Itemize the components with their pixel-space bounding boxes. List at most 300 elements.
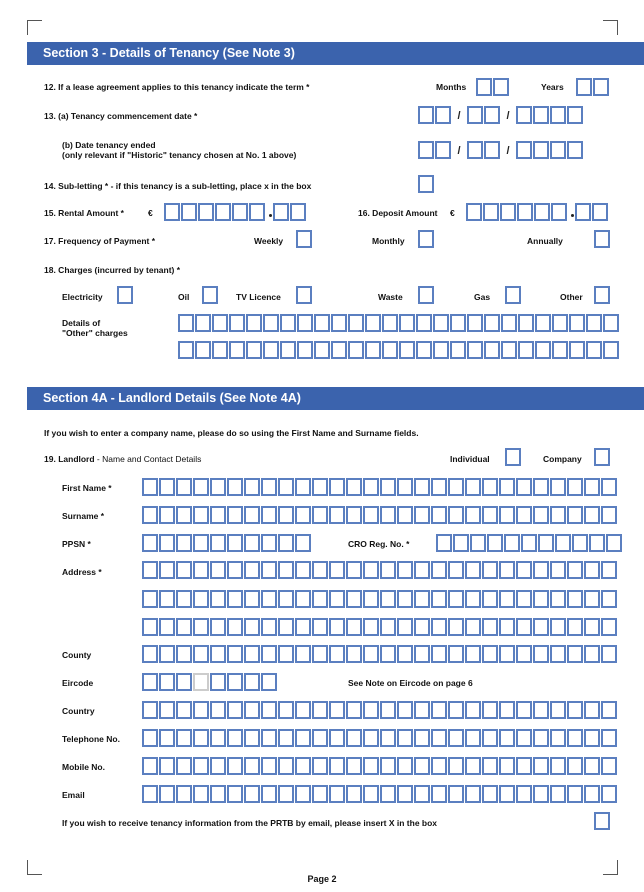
- char-box[interactable]: [567, 478, 583, 496]
- char-box[interactable]: [435, 141, 451, 159]
- char-box[interactable]: [198, 203, 214, 221]
- char-box[interactable]: [261, 673, 277, 691]
- char-box[interactable]: [346, 645, 362, 663]
- char-box[interactable]: [312, 478, 328, 496]
- char-box[interactable]: [212, 341, 228, 359]
- char-box[interactable]: [278, 561, 294, 579]
- char-box[interactable]: [261, 561, 277, 579]
- char-box[interactable]: [533, 478, 549, 496]
- char-box[interactable]: [567, 701, 583, 719]
- char-box[interactable]: [448, 729, 464, 747]
- char-box[interactable]: [244, 506, 260, 524]
- char-box[interactable]: [346, 757, 362, 775]
- char-box[interactable]: [533, 618, 549, 636]
- char-box[interactable]: [244, 729, 260, 747]
- char-box[interactable]: [533, 590, 549, 608]
- char-box[interactable]: [414, 785, 430, 803]
- char-box[interactable]: [533, 785, 549, 803]
- char-box[interactable]: [202, 286, 218, 304]
- char-box[interactable]: [244, 757, 260, 775]
- char-box[interactable]: [601, 618, 617, 636]
- other-charges-line-2[interactable]: [178, 341, 620, 359]
- char-box[interactable]: [229, 341, 245, 359]
- char-box[interactable]: [431, 645, 447, 663]
- char-box[interactable]: [538, 534, 554, 552]
- char-box[interactable]: [431, 618, 447, 636]
- char-box[interactable]: [297, 341, 313, 359]
- char-box[interactable]: [176, 673, 192, 691]
- char-box[interactable]: [399, 314, 415, 332]
- char-box[interactable]: [176, 534, 192, 552]
- char-box[interactable]: [567, 785, 583, 803]
- char-box[interactable]: [516, 618, 532, 636]
- char-box[interactable]: [280, 341, 296, 359]
- char-box[interactable]: [576, 78, 592, 96]
- char-box[interactable]: [414, 618, 430, 636]
- char-box[interactable]: [484, 141, 500, 159]
- char-box[interactable]: [176, 701, 192, 719]
- char-box[interactable]: [159, 534, 175, 552]
- char-box[interactable]: [380, 701, 396, 719]
- char-box[interactable]: [312, 506, 328, 524]
- char-box[interactable]: [448, 478, 464, 496]
- char-box[interactable]: [416, 314, 432, 332]
- char-box[interactable]: [329, 645, 345, 663]
- char-box[interactable]: [399, 341, 415, 359]
- char-box[interactable]: [555, 534, 571, 552]
- char-box[interactable]: [482, 757, 498, 775]
- char-box[interactable]: [418, 286, 434, 304]
- char-box[interactable]: [193, 590, 209, 608]
- char-box[interactable]: [142, 673, 158, 691]
- char-box[interactable]: [117, 286, 133, 304]
- char-box[interactable]: [227, 673, 243, 691]
- char-box[interactable]: [331, 314, 347, 332]
- char-box[interactable]: [397, 478, 413, 496]
- char-box[interactable]: [533, 701, 549, 719]
- char-box[interactable]: [312, 618, 328, 636]
- char-box[interactable]: [210, 729, 226, 747]
- char-box[interactable]: [550, 729, 566, 747]
- char-box[interactable]: [278, 645, 294, 663]
- char-box[interactable]: [246, 341, 262, 359]
- char-box[interactable]: [552, 341, 568, 359]
- char-box[interactable]: [210, 478, 226, 496]
- char-box[interactable]: [210, 701, 226, 719]
- char-box[interactable]: [261, 590, 277, 608]
- char-box[interactable]: [431, 506, 447, 524]
- char-box[interactable]: [435, 106, 451, 124]
- other-charges-line-1[interactable]: [178, 314, 620, 332]
- char-box[interactable]: [261, 701, 277, 719]
- char-box[interactable]: [535, 314, 551, 332]
- char-box[interactable]: [380, 618, 396, 636]
- char-box[interactable]: [295, 618, 311, 636]
- char-box[interactable]: [164, 203, 180, 221]
- char-box[interactable]: [295, 785, 311, 803]
- char-box[interactable]: [142, 590, 158, 608]
- char-box[interactable]: [586, 341, 602, 359]
- other-checkbox[interactable]: [594, 286, 611, 304]
- char-box[interactable]: [312, 729, 328, 747]
- char-box[interactable]: [159, 478, 175, 496]
- char-box[interactable]: [448, 645, 464, 663]
- char-box[interactable]: [193, 645, 209, 663]
- char-box[interactable]: [329, 729, 345, 747]
- char-box[interactable]: [431, 478, 447, 496]
- char-box[interactable]: [467, 106, 483, 124]
- char-box[interactable]: [448, 757, 464, 775]
- char-box[interactable]: [312, 757, 328, 775]
- char-box[interactable]: [567, 561, 583, 579]
- char-box[interactable]: [278, 506, 294, 524]
- char-box[interactable]: [263, 314, 279, 332]
- char-box[interactable]: [499, 757, 515, 775]
- char-box[interactable]: [414, 645, 430, 663]
- char-box[interactable]: [261, 478, 277, 496]
- char-box[interactable]: [346, 561, 362, 579]
- char-box[interactable]: [363, 618, 379, 636]
- char-box[interactable]: [397, 701, 413, 719]
- char-box[interactable]: [346, 590, 362, 608]
- char-box[interactable]: [193, 478, 209, 496]
- char-box[interactable]: [210, 506, 226, 524]
- char-box[interactable]: [363, 701, 379, 719]
- waste-checkbox[interactable]: [418, 286, 435, 304]
- char-box[interactable]: [569, 314, 585, 332]
- char-box[interactable]: [594, 230, 610, 248]
- char-box[interactable]: [567, 757, 583, 775]
- char-box[interactable]: [601, 785, 617, 803]
- char-box[interactable]: [193, 757, 209, 775]
- char-box[interactable]: [363, 561, 379, 579]
- address-line-3[interactable]: [142, 618, 618, 636]
- char-box[interactable]: [246, 314, 262, 332]
- char-box[interactable]: [504, 534, 520, 552]
- char-box[interactable]: [397, 561, 413, 579]
- char-box[interactable]: [142, 729, 158, 747]
- char-box[interactable]: [499, 618, 515, 636]
- char-box[interactable]: [176, 645, 192, 663]
- char-box[interactable]: [193, 785, 209, 803]
- char-box[interactable]: [193, 701, 209, 719]
- char-box[interactable]: [518, 341, 534, 359]
- char-box[interactable]: [476, 78, 492, 96]
- email-boxes[interactable]: [142, 785, 618, 803]
- char-box[interactable]: [516, 785, 532, 803]
- char-box[interactable]: [244, 561, 260, 579]
- char-box[interactable]: [380, 645, 396, 663]
- char-box[interactable]: [601, 561, 617, 579]
- char-box[interactable]: [229, 314, 245, 332]
- char-box[interactable]: [431, 590, 447, 608]
- char-box[interactable]: [210, 561, 226, 579]
- char-box[interactable]: [261, 534, 277, 552]
- char-box[interactable]: [244, 618, 260, 636]
- char-box[interactable]: [414, 478, 430, 496]
- char-box[interactable]: [448, 590, 464, 608]
- char-box[interactable]: [278, 618, 294, 636]
- char-box[interactable]: [363, 506, 379, 524]
- char-box[interactable]: [397, 757, 413, 775]
- char-box[interactable]: [465, 785, 481, 803]
- char-box[interactable]: [142, 757, 158, 775]
- char-box[interactable]: [261, 618, 277, 636]
- char-box[interactable]: [142, 478, 158, 496]
- char-box[interactable]: [244, 478, 260, 496]
- char-box[interactable]: [534, 203, 550, 221]
- char-box[interactable]: [535, 341, 551, 359]
- char-box[interactable]: [278, 478, 294, 496]
- char-box[interactable]: [483, 203, 499, 221]
- char-box[interactable]: [380, 757, 396, 775]
- char-box[interactable]: [159, 645, 175, 663]
- char-box[interactable]: [584, 478, 600, 496]
- char-box[interactable]: [467, 314, 483, 332]
- char-box[interactable]: [552, 314, 568, 332]
- char-box[interactable]: [516, 757, 532, 775]
- char-box[interactable]: [142, 506, 158, 524]
- char-box[interactable]: [195, 314, 211, 332]
- char-box[interactable]: [465, 506, 481, 524]
- char-box[interactable]: [290, 203, 306, 221]
- char-box[interactable]: [329, 590, 345, 608]
- char-box[interactable]: [499, 561, 515, 579]
- char-box[interactable]: [244, 534, 260, 552]
- char-box[interactable]: [482, 590, 498, 608]
- char-box[interactable]: [159, 785, 175, 803]
- char-box[interactable]: [465, 478, 481, 496]
- char-box[interactable]: [418, 230, 434, 248]
- char-box[interactable]: [516, 561, 532, 579]
- char-box[interactable]: [312, 701, 328, 719]
- char-box[interactable]: [295, 506, 311, 524]
- char-box[interactable]: [176, 757, 192, 775]
- char-box[interactable]: [533, 729, 549, 747]
- char-box[interactable]: [575, 203, 591, 221]
- char-box[interactable]: [346, 506, 362, 524]
- char-box[interactable]: [584, 785, 600, 803]
- char-box[interactable]: [193, 729, 209, 747]
- char-box[interactable]: [176, 561, 192, 579]
- char-box[interactable]: [365, 314, 381, 332]
- char-box[interactable]: [346, 729, 362, 747]
- char-box[interactable]: [501, 341, 517, 359]
- char-box[interactable]: [550, 701, 566, 719]
- char-box[interactable]: [584, 701, 600, 719]
- char-box[interactable]: [142, 645, 158, 663]
- char-box[interactable]: [159, 729, 175, 747]
- char-box[interactable]: [176, 729, 192, 747]
- char-box[interactable]: [261, 645, 277, 663]
- char-box[interactable]: [195, 341, 211, 359]
- char-box[interactable]: [382, 314, 398, 332]
- char-box[interactable]: [176, 618, 192, 636]
- char-box[interactable]: [159, 506, 175, 524]
- char-box[interactable]: [261, 757, 277, 775]
- char-box[interactable]: [142, 561, 158, 579]
- char-box[interactable]: [329, 561, 345, 579]
- char-box[interactable]: [261, 506, 277, 524]
- char-box[interactable]: [499, 506, 515, 524]
- char-box[interactable]: [499, 478, 515, 496]
- char-box[interactable]: [346, 701, 362, 719]
- char-box[interactable]: [295, 645, 311, 663]
- char-box[interactable]: [215, 203, 231, 221]
- char-box[interactable]: [505, 286, 521, 304]
- char-box[interactable]: [533, 141, 549, 159]
- char-box[interactable]: [594, 448, 610, 466]
- char-box[interactable]: [448, 506, 464, 524]
- char-box[interactable]: [594, 286, 610, 304]
- char-box[interactable]: [533, 645, 549, 663]
- char-box[interactable]: [533, 757, 549, 775]
- char-box[interactable]: [433, 314, 449, 332]
- char-box[interactable]: [314, 341, 330, 359]
- char-box[interactable]: [159, 757, 175, 775]
- char-box[interactable]: [499, 645, 515, 663]
- char-box[interactable]: [500, 203, 516, 221]
- char-box[interactable]: [227, 645, 243, 663]
- char-box[interactable]: [518, 314, 534, 332]
- gas-checkbox[interactable]: [505, 286, 522, 304]
- char-box[interactable]: [227, 534, 243, 552]
- char-box[interactable]: [159, 561, 175, 579]
- char-box[interactable]: [467, 341, 483, 359]
- char-box[interactable]: [159, 701, 175, 719]
- char-box[interactable]: [227, 506, 243, 524]
- individual-checkbox[interactable]: [505, 448, 522, 466]
- annually-checkbox[interactable]: [594, 230, 611, 248]
- char-box[interactable]: [414, 590, 430, 608]
- char-box[interactable]: [601, 645, 617, 663]
- char-box[interactable]: [448, 561, 464, 579]
- char-box[interactable]: [584, 590, 600, 608]
- char-box[interactable]: [295, 534, 311, 552]
- char-box[interactable]: [433, 341, 449, 359]
- char-box[interactable]: [314, 314, 330, 332]
- char-box[interactable]: [436, 534, 452, 552]
- char-box[interactable]: [567, 106, 583, 124]
- char-box[interactable]: [278, 757, 294, 775]
- char-box[interactable]: [448, 785, 464, 803]
- char-box[interactable]: [227, 478, 243, 496]
- eircode-boxes[interactable]: [142, 673, 278, 691]
- char-box[interactable]: [244, 785, 260, 803]
- char-box[interactable]: [295, 757, 311, 775]
- char-box[interactable]: [482, 478, 498, 496]
- char-box[interactable]: [363, 645, 379, 663]
- char-box[interactable]: [159, 673, 175, 691]
- char-box[interactable]: [601, 506, 617, 524]
- char-box[interactable]: [210, 534, 226, 552]
- char-box[interactable]: [329, 701, 345, 719]
- char-box[interactable]: [533, 506, 549, 524]
- char-box[interactable]: [453, 534, 469, 552]
- char-box[interactable]: [516, 729, 532, 747]
- char-box[interactable]: [346, 785, 362, 803]
- char-box[interactable]: [533, 106, 549, 124]
- ppsn-boxes[interactable]: [142, 534, 312, 552]
- char-box[interactable]: [295, 701, 311, 719]
- char-box[interactable]: [601, 478, 617, 496]
- years-boxes[interactable]: [576, 78, 610, 96]
- char-box[interactable]: [397, 729, 413, 747]
- char-box[interactable]: [380, 561, 396, 579]
- char-box[interactable]: [142, 534, 158, 552]
- char-box[interactable]: [278, 534, 294, 552]
- char-box[interactable]: [550, 590, 566, 608]
- char-box[interactable]: [482, 729, 498, 747]
- char-box[interactable]: [499, 729, 515, 747]
- char-box[interactable]: [176, 478, 192, 496]
- char-box[interactable]: [227, 701, 243, 719]
- char-box[interactable]: [232, 203, 248, 221]
- char-box[interactable]: [516, 701, 532, 719]
- char-box[interactable]: [414, 561, 430, 579]
- char-box[interactable]: [397, 590, 413, 608]
- char-box[interactable]: [193, 506, 209, 524]
- char-box[interactable]: [363, 729, 379, 747]
- char-box[interactable]: [567, 618, 583, 636]
- char-box[interactable]: [482, 785, 498, 803]
- char-box[interactable]: [567, 645, 583, 663]
- char-box[interactable]: [181, 203, 197, 221]
- char-box[interactable]: [295, 478, 311, 496]
- char-box[interactable]: [487, 534, 503, 552]
- country-boxes[interactable]: [142, 701, 618, 719]
- char-box[interactable]: [348, 341, 364, 359]
- char-box[interactable]: [450, 314, 466, 332]
- char-box[interactable]: [210, 645, 226, 663]
- company-checkbox[interactable]: [594, 448, 611, 466]
- char-box[interactable]: [212, 314, 228, 332]
- char-box[interactable]: [244, 645, 260, 663]
- char-box[interactable]: [414, 729, 430, 747]
- monthly-checkbox[interactable]: [418, 230, 435, 248]
- char-box[interactable]: [567, 590, 583, 608]
- char-box[interactable]: [261, 729, 277, 747]
- char-box[interactable]: [516, 106, 532, 124]
- char-box[interactable]: [466, 203, 482, 221]
- char-box[interactable]: [505, 448, 521, 466]
- char-box[interactable]: [470, 534, 486, 552]
- char-box[interactable]: [295, 729, 311, 747]
- char-box[interactable]: [601, 701, 617, 719]
- email-consent-checkbox[interactable]: [594, 812, 611, 830]
- char-box[interactable]: [418, 175, 434, 193]
- char-box[interactable]: [176, 590, 192, 608]
- char-box[interactable]: [142, 618, 158, 636]
- char-box[interactable]: [465, 729, 481, 747]
- tenancy-ended-date-boxes[interactable]: [418, 141, 584, 159]
- char-box[interactable]: [601, 729, 617, 747]
- char-box[interactable]: [296, 230, 312, 248]
- char-box[interactable]: [517, 203, 533, 221]
- char-box[interactable]: [397, 618, 413, 636]
- char-box[interactable]: [484, 314, 500, 332]
- char-box[interactable]: [280, 314, 296, 332]
- char-box[interactable]: [550, 785, 566, 803]
- char-box[interactable]: [601, 757, 617, 775]
- tv-licence-checkbox[interactable]: [296, 286, 313, 304]
- char-box[interactable]: [521, 534, 537, 552]
- oil-checkbox[interactable]: [202, 286, 219, 304]
- char-box[interactable]: [210, 590, 226, 608]
- char-box[interactable]: [380, 590, 396, 608]
- char-box[interactable]: [448, 701, 464, 719]
- char-box[interactable]: [178, 314, 194, 332]
